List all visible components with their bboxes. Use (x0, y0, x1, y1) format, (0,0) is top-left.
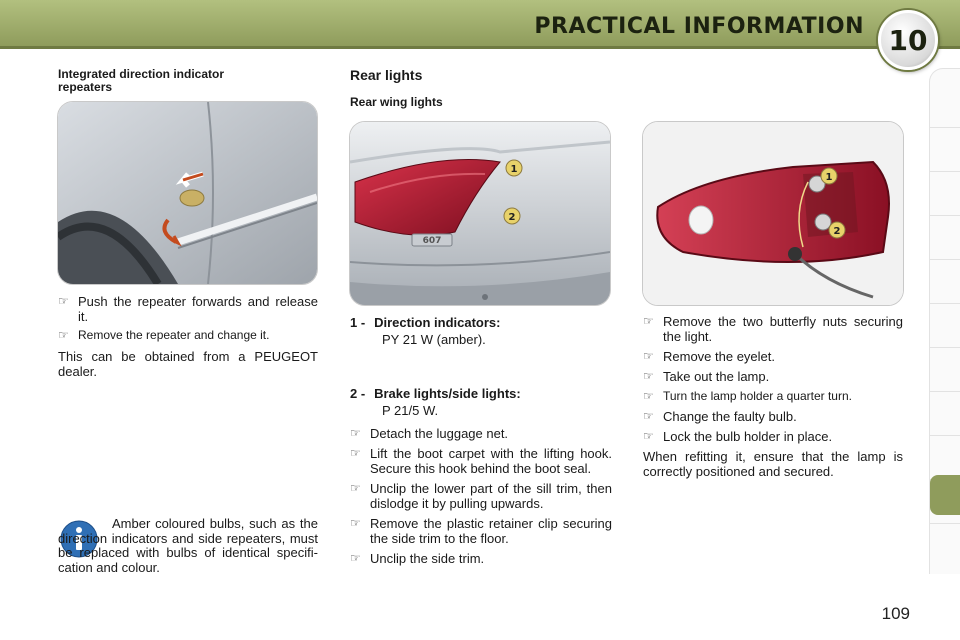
bullet-item (643, 349, 903, 364)
bullet-text: Lock the bulb holder in place. (663, 429, 833, 444)
item-label: Brake lights/side lights: (374, 386, 521, 401)
tab-divider (930, 435, 960, 436)
item-value: PY 21 W (amber). (382, 332, 486, 347)
hand-pointer-icon: ☞ (350, 551, 361, 565)
lamp-unit-photo (642, 121, 904, 306)
bullet-item (350, 481, 612, 511)
bullet-item (350, 426, 612, 441)
bullet-text: Unclip the lower part of the sill trim, then dislodge it by pulling upwards. (370, 481, 612, 511)
bullet-text: Push the repeater forwards and release it. (78, 294, 318, 324)
tab-divider (930, 391, 960, 392)
hand-pointer-icon: ☞ (350, 446, 361, 460)
hand-pointer-icon: ☞ (350, 426, 361, 440)
bullet-text: Change the faulty bulb. (663, 409, 797, 424)
rear-wing-light-photo (349, 121, 611, 306)
photo-callout-2: 2 (508, 212, 516, 223)
item-number: 1 - (350, 315, 366, 330)
rear-lights-title: Rear lights (350, 67, 423, 83)
hand-pointer-icon: ☞ (643, 314, 654, 328)
repeaters-heading-line: repeaters (58, 80, 113, 94)
bullet-item (643, 369, 903, 384)
tab-divider (930, 523, 960, 524)
hand-pointer-icon: ☞ (643, 369, 654, 383)
item-value: P 21/5 W. (382, 403, 439, 418)
bullet-item (643, 389, 903, 404)
hand-pointer-icon: ☞ (350, 481, 361, 495)
dealer-note: This can be obtained from a PEUGEOT dealer. (58, 349, 318, 379)
bullet-text: Turn the lamp holder a quarter turn. (663, 389, 852, 403)
repeaters-heading-line: Integrated direction indicator (58, 67, 225, 81)
bullet-item (643, 409, 903, 424)
info-note-text: Amber coloured bulbs, such as the direction indicators and side repeaters, must be replaced with bulbs of identical specifi-cation and colour. (58, 516, 318, 575)
hand-pointer-icon: ☞ (643, 349, 654, 363)
bullet-item (350, 551, 612, 566)
photo-callout-1: 1 (825, 172, 833, 183)
hand-pointer-icon: ☞ (58, 294, 69, 308)
tab-divider (930, 259, 960, 260)
bullet-text: Unclip the side trim. (370, 551, 485, 566)
page-header (0, 0, 960, 49)
photo-callout-2: 2 (833, 226, 841, 237)
hand-pointer-icon: ☞ (350, 516, 361, 530)
hand-pointer-icon: ☞ (643, 389, 654, 403)
bullet-text: Lift the boot carpet with the lifting hook. Secure this hook behind the boot seal. (370, 446, 612, 476)
bullet-text: Remove the two butterfly nuts securing the light. (663, 314, 903, 344)
tab-divider (930, 347, 960, 348)
bullet-text: Take out the lamp. (663, 369, 770, 384)
car-model-badge: 607 (422, 236, 442, 246)
bullet-item (58, 328, 318, 343)
repeater-photo (57, 101, 318, 285)
hand-pointer-icon: ☞ (58, 328, 69, 342)
page-number: 109 (881, 604, 910, 623)
bulb-item-direction-indicators (350, 314, 612, 347)
tab-divider (930, 303, 960, 304)
chapter-title: PRACTICAL INFORMATION (534, 14, 864, 39)
bullet-item (350, 446, 612, 476)
bullet-item (643, 429, 903, 444)
bullet-text: Remove the plastic retainer clip securing the side trim to the floor. (370, 516, 612, 546)
bullet-text: Detach the luggage net. (370, 426, 509, 441)
tab-divider (930, 171, 960, 172)
item-number: 2 - (350, 386, 366, 401)
photo-callout-1: 1 (510, 164, 518, 175)
repeaters-heading (58, 68, 318, 94)
active-chapter-tab[interactable] (930, 475, 960, 515)
chapter-number-badge: 10 (878, 10, 938, 70)
tab-divider (930, 127, 960, 128)
refitting-note: When refitting it, ensure that the lamp is correctly positioned and secured. (643, 449, 903, 479)
info-note (58, 517, 318, 575)
bullet-item (350, 516, 612, 546)
bullet-text: Remove the eyelet. (663, 349, 776, 364)
bullet-text: Remove the repeater and change it. (78, 328, 270, 342)
hand-pointer-icon: ☞ (643, 409, 654, 423)
bulb-item-brake-lights (350, 385, 612, 418)
bullet-item (643, 314, 903, 344)
hand-pointer-icon: ☞ (643, 429, 654, 443)
bullet-item (58, 294, 318, 324)
tab-divider (930, 215, 960, 216)
rear-wing-lights-subtitle: Rear wing lights (350, 95, 443, 109)
item-label: Direction indicators: (374, 315, 501, 330)
